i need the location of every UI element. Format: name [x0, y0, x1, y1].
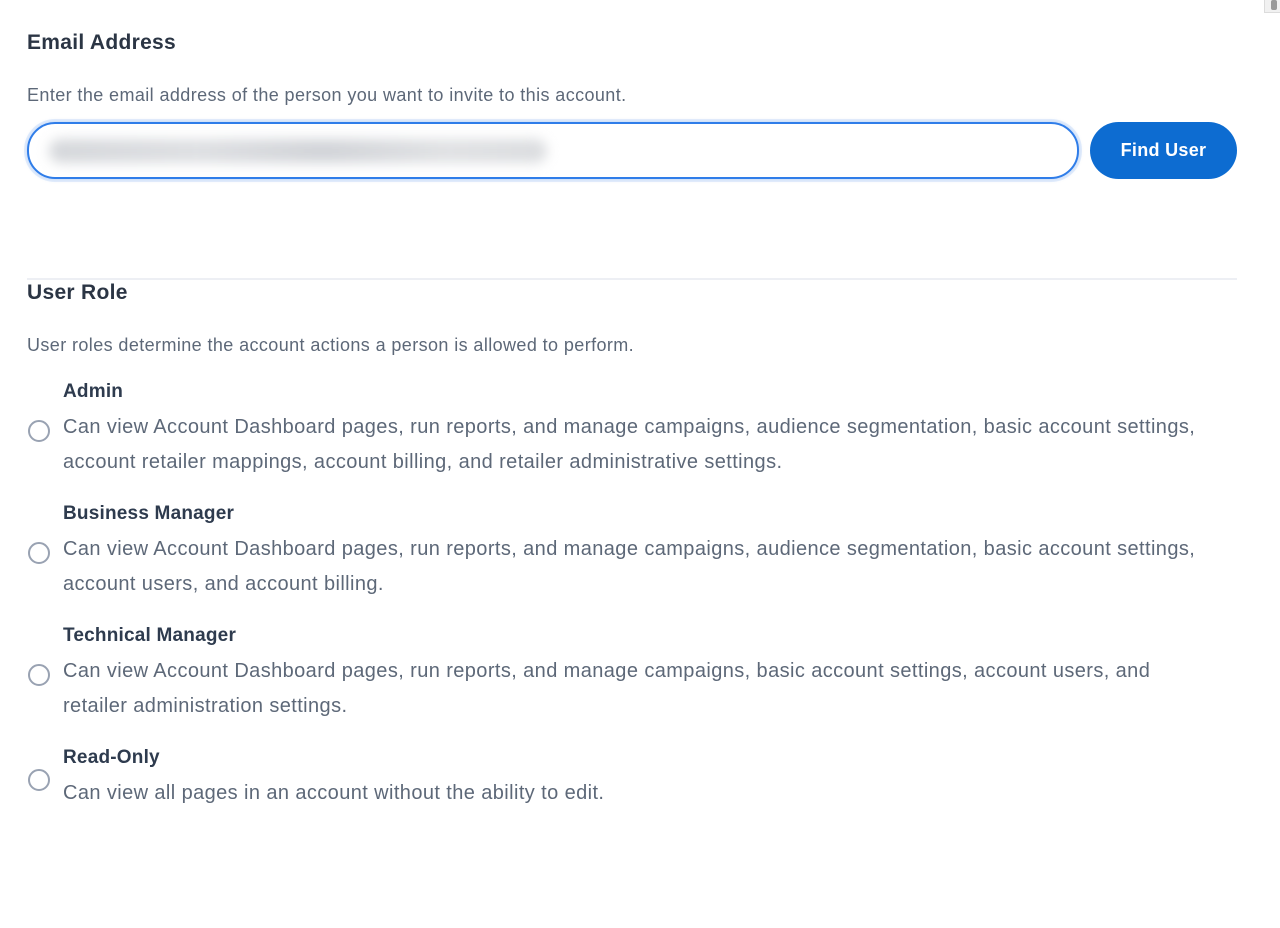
find-user-button[interactable]: Find User [1090, 122, 1237, 179]
user-role-section-title: User Role [27, 281, 128, 304]
email-input-wrapper [27, 122, 1079, 179]
role-option-business-manager[interactable] [27, 504, 1237, 602]
role-label: Business Manager [63, 503, 235, 524]
user-role-section [27, 280, 1237, 811]
scrollbar-thumb[interactable] [1271, 0, 1277, 10]
role-label: Read-Only [63, 747, 160, 768]
radio-button-business-manager[interactable] [28, 542, 50, 564]
role-description: Can view Account Dashboard pages, run reports, and manage campaigns, basic account settings, account users, and retailer administration settings. [63, 660, 1151, 717]
role-description: Can view Account Dashboard pages, run reports, and manage campaigns, audience segmentation, basic account settings, account retailer mappings, account billing, and retailer administrative settings. [63, 416, 1196, 473]
email-section-description: Enter the email address of the person you want to invite to this account. [27, 85, 627, 105]
radio-button-technical-manager[interactable] [28, 664, 50, 686]
user-role-section-description: User roles determine the account actions a person is allowed to perform. [27, 335, 635, 355]
role-content [63, 504, 1213, 602]
email-section [27, 30, 1237, 179]
role-option-read-only[interactable] [27, 748, 1237, 811]
role-options-list [27, 382, 1237, 811]
role-content [63, 382, 1213, 480]
role-label: Admin [63, 381, 124, 402]
role-label: Technical Manager [63, 625, 237, 646]
role-option-technical-manager[interactable] [27, 626, 1237, 724]
scrollbar-track[interactable] [1264, 0, 1280, 13]
role-description: Can view Account Dashboard pages, run reports, and manage campaigns, audience segmentation, basic account settings, account users, and account billing. [63, 538, 1196, 595]
email-input-row [27, 122, 1237, 179]
email-input[interactable] [27, 122, 1079, 179]
role-content [63, 748, 604, 811]
radio-button-admin[interactable] [28, 420, 50, 442]
role-description: Can view all pages in an account without the ability to edit. [63, 782, 605, 804]
email-section-title: Email Address [27, 31, 177, 54]
role-content [63, 626, 1213, 724]
radio-button-read-only[interactable] [28, 769, 50, 791]
role-option-admin[interactable] [27, 382, 1237, 480]
